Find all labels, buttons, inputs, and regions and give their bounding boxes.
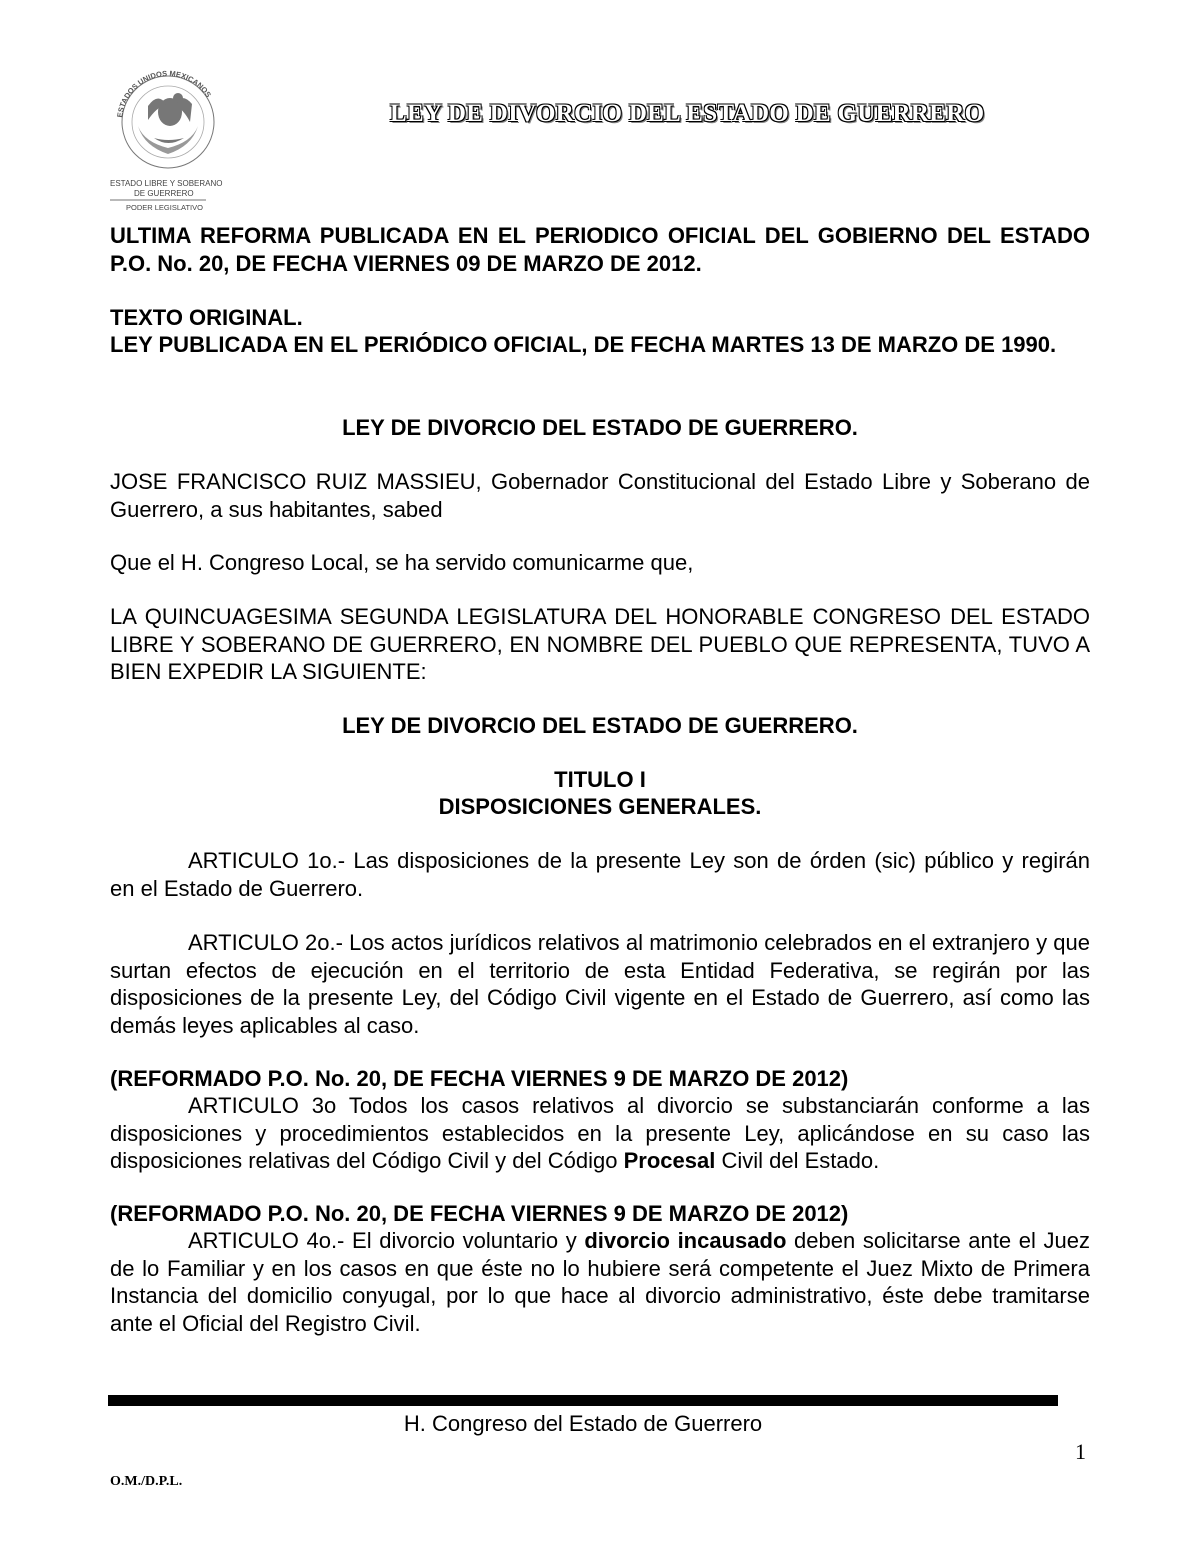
article-3-text-b: Civil del Estado. [715, 1148, 880, 1173]
article-3-text-a: ARTICULO 3o Todos los casos relativos al divorcio se substanciarán conforme a las disposiciones y procedimientos establecidos en la presente Ley, aplicándose en su caso las disposiciones relativas del Código Civil y del Código [110, 1093, 1090, 1173]
footer-institution: H. Congreso del Estado de Guerrero [403, 1411, 763, 1436]
article-2: ARTICULO 2o.- Los actos jurídicos relativos al matrimonio celebrados en el extranjero y que surtan efectos de ejecución en el territorio de esta Entidad Federativa, se regirán por las disposiciones de la presente Ley, del Código Civil vigente en el Estado de Guerrero, así como las demás leyes aplicables al caso. [110, 930, 1090, 1038]
titulo-number: TITULO I [554, 767, 646, 792]
governor-paragraph: JOSE FRANCISCO RUIZ MASSIEU, Gobernador Constitucional del Estado Libre y Soberano de Guerrero, a sus habitantes, sabed [110, 469, 1090, 522]
eagle-emblem-icon [138, 93, 198, 154]
article-3 [110, 1092, 1090, 1175]
legislature-paragraph: LA QUINCUAGESIMA SEGUNDA LEGISLATURA DEL HONORABLE CONGRESO DEL ESTADO LIBRE Y SOBERANO DE GUERRERO, EN NOMBRE DEL PUEBLO QUE REPRESENTA, TUVO A BIEN EXPEDIR LA SIGUIENTE: [110, 604, 1090, 684]
article-4-reform-note: (REFORMADO P.O. No. 20, DE FECHA VIERNES 9 DE MARZO DE 2012) [110, 1201, 849, 1226]
original-publication-note: LEY PUBLICADA EN EL PERIÓDICO OFICIAL, DE FECHA MARTES 13 DE MARZO DE 1990. [110, 332, 1057, 357]
titulo-name: DISPOSICIONES GENERALES. [438, 794, 762, 819]
law-title: LEY DE DIVORCIO DEL ESTADO DE GUERRERO. [342, 415, 858, 440]
congress-paragraph: Que el H. Congreso Local, se ha servido comunicarme que, [110, 550, 694, 575]
law-title-repeat: LEY DE DIVORCIO DEL ESTADO DE GUERRERO. [342, 713, 858, 738]
article-4-text-a: ARTICULO 4o.- El divorcio voluntario y [188, 1228, 585, 1253]
seal-ring-text: ESTADOS UNIDOS MEXICANOS [115, 68, 214, 118]
seal-caption-3: PODER LEGISLATIVO [126, 203, 203, 212]
article-1: ARTICULO 1o.- Las disposiciones de la presente Ley son de órden (sic) público y regirán en el Estado de Guerrero. [110, 848, 1090, 901]
article-3-bold-word: Procesal [623, 1148, 716, 1173]
page-number: 1 [1075, 1439, 1086, 1464]
article-4-text-b: deben solicitarse ante el Juez de lo Familiar y en los casos en que éste no lo hubiere será competente el Juez Mixto de Primera Instancia del domicilio conyugal, por lo que hace al divorcio administrativo, éste debe tramitarse ante el Oficial del Registro Civil. [110, 1228, 1090, 1336]
article-4 [110, 1227, 1090, 1337]
seal-caption-2: DE GUERRERO [134, 189, 194, 198]
article-4-bold-phrase: divorcio incausado [584, 1228, 787, 1253]
footer-divider [108, 1395, 1058, 1406]
header-title: LEY DE DIVORCIO DEL ESTADO DE GUERRERO [390, 100, 985, 127]
reform-note: ULTIMA REFORMA PUBLICADA EN EL PERIODICO OFICIAL DEL GOBIERNO DEL ESTADO P.O. No. 20, DE FECHA VIERNES 09 DE MARZO DE 2012. [110, 223, 1090, 276]
seal-caption-1: ESTADO LIBRE Y SOBERANO [110, 179, 223, 188]
original-text-label: TEXTO ORIGINAL. [110, 305, 303, 330]
article-3-reform-note: (REFORMADO P.O. No. 20, DE FECHA VIERNES 9 DE MARZO DE 2012) [110, 1066, 849, 1091]
footer-code: O.M./D.P.L. [110, 1474, 183, 1489]
state-seal-logo [108, 64, 228, 214]
